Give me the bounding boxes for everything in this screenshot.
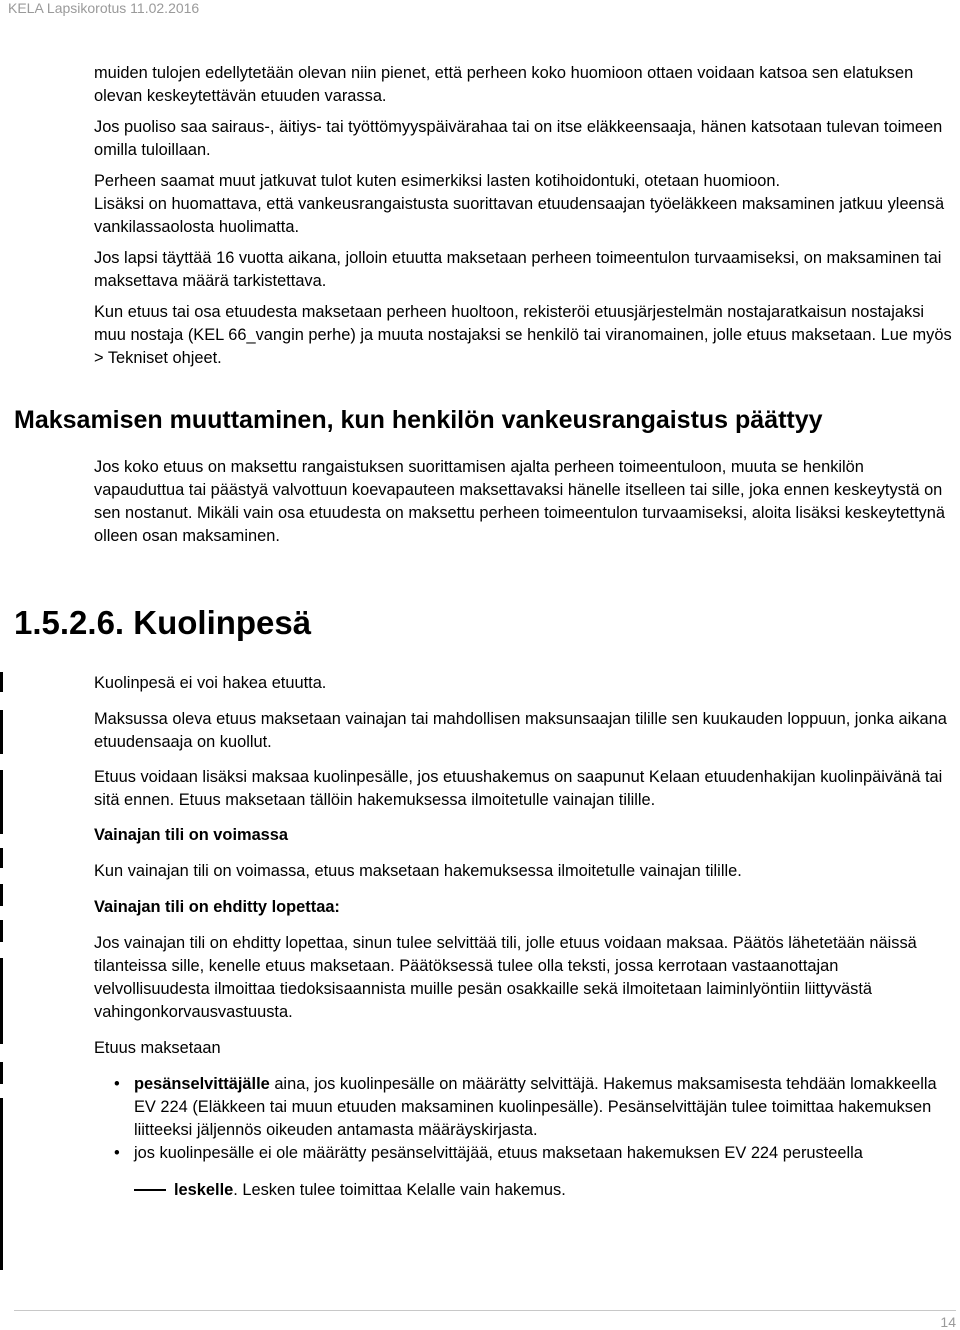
dash-list-item: leskelle. Lesken tulee toimittaa Kelalle vain hakemus. xyxy=(94,1179,956,1202)
paragraph: Jos lapsi täyttää 16 vuotta aikana, jolloin etuutta maksetaan perheen toimeentulon turvaamiseksi, on maksaminen tai maksettava määrä tarkistettava. xyxy=(94,249,942,290)
kuolinpesa-text-block xyxy=(94,672,956,1202)
paragraph: Etuus voidaan lisäksi maksaa kuolinpesälle, jos etuushakemus on saapunut Kelaan etuudenhakijan kuolinpäivänä tai sitä ennen. Etuus maksetaan tällöin hakemuksessa ilmoitetulle vainajan tilille. xyxy=(94,768,943,809)
change-bar xyxy=(0,958,3,1044)
paragraph: Lisäksi on huomattava, että vankeusrangaistusta suorittavan etuudensaajan työeläkkeen maksaminen jatkuu yleensä vankilassaolosta huolimatta. xyxy=(94,195,945,236)
change-bar xyxy=(0,920,3,942)
paragraph: Kuolinpesä ei voi hakea etuutta. xyxy=(94,674,327,692)
chapter-heading: 1.5.2.6. Kuolinpesä xyxy=(14,604,312,641)
page-number: 14 xyxy=(940,1314,956,1330)
bullet-list xyxy=(94,1073,956,1165)
paragraph: Perheen saamat muut jatkuvat tulot kuten esimerkiksi lasten kotihoidontuki, otetaan huomioon. xyxy=(94,172,781,190)
change-bar xyxy=(0,1062,3,1084)
paragraph: Kun vainajan tili on voimassa, etuus maksetaan hakemuksessa ilmoitetulle vainajan tilille. xyxy=(94,862,742,880)
bullet-icon: • xyxy=(114,1144,120,1162)
change-bar xyxy=(0,770,3,834)
document-header: KELA Lapsikorotus 11.02.2016 xyxy=(8,0,200,16)
change-bar xyxy=(0,1098,3,1270)
paragraph: Jos vainajan tili on ehditty lopettaa, sinun tulee selvittää tili, jolle etuus voidaan maksaa. Päätös lähetetään näissä tilanteissa sille, kenelle etuus maksetaan. Päätöksessä tulee olla teksti, jossa kerrotaan vastaanottajan velvollisuudesta ilmoittaa tiedoksisaannista muille pesän osakkaille sekä ilmoitetaan laiminlyöntiin liittyvästä vahingonkorvausvastuusta. xyxy=(94,934,917,1021)
subheading: Vainajan tili on voimassa xyxy=(94,826,289,844)
paragraph: Kun etuus tai osa etuudesta maksetaan perheen huoltoon, rekisteröi etuusjärjestelmän nostajaratkaisun nostajaksi muu nostaja (KEL 66 ̲ vangin perhe) ja muuta nostajaksi se henkilö tai viranomainen, jolle etuus maksetaan. Lue myös > Tekniset ohjeet. xyxy=(94,303,952,367)
list-item: • pesänselvittäjälle aina, jos kuolinpesälle on määrätty selvittäjä. Hakemus maksamisesta tehdään lomakkeella EV 224 (Eläkkeen tai muun etuuden maksaminen kuolinpesälle). Pesänselvittäjän tulee toimittaa hakemuksen liitteeksi jäljennös oikeuden antamasta määräyskirjasta. xyxy=(114,1075,937,1139)
paragraph: Etuus maksetaan xyxy=(94,1039,221,1057)
change-bar xyxy=(0,884,3,906)
paragraph: Maksussa oleva etuus maksetaan vainajan tai mahdollisen maksunsaajan tilille sen kuukauden loppuun, jonka aikana etuudensaaja on kuollut. xyxy=(94,710,947,751)
paragraph: muiden tulojen edellytetään olevan niin pienet, että perheen koko huomioon ottaen voidaan katsoa sen elatuksen olevan keskeytettävän etuuden varassa. xyxy=(94,64,914,105)
section-text-block xyxy=(94,456,956,556)
top-text-block xyxy=(94,62,956,378)
change-bar xyxy=(0,848,3,868)
change-bar xyxy=(0,710,3,754)
section-heading: Maksamisen muuttaminen, kun henkilön vankeusrangaistus päättyy xyxy=(14,406,823,434)
list-item: • jos kuolinpesälle ei ole määrätty pesänselvittäjää, etuus maksetaan hakemuksen EV 224 perusteella xyxy=(94,1142,956,1165)
bullet-icon: • xyxy=(114,1075,120,1093)
paragraph: Jos koko etuus on maksettu rangaistuksen suorittamisen ajalta perheen toimeentuloon, muuta se henkilön vapauduttua tai päästyä valvottuun koevapauteen maksettavaksi hänelle itselleen tai sille, joka ennen keskeytystä on sen nostanut. Mikäli vain osa etuudesta on maksettu perheen toimeentulon turvaamiseksi, aloita lisäksi keskeytettynä olleen osan maksaminen. xyxy=(94,458,945,545)
subheading: Vainajan tili on ehditty lopettaa: xyxy=(94,898,340,916)
dash-icon xyxy=(134,1189,166,1191)
paragraph: Jos puoliso saa sairaus-, äitiys- tai työttömyyspäivärahaa tai on itse eläkkeensaaja, hänen katsotaan tulevan toimeen omilla tuloillaan. xyxy=(94,118,943,159)
footer-divider xyxy=(14,1310,956,1311)
change-bar xyxy=(0,672,3,692)
